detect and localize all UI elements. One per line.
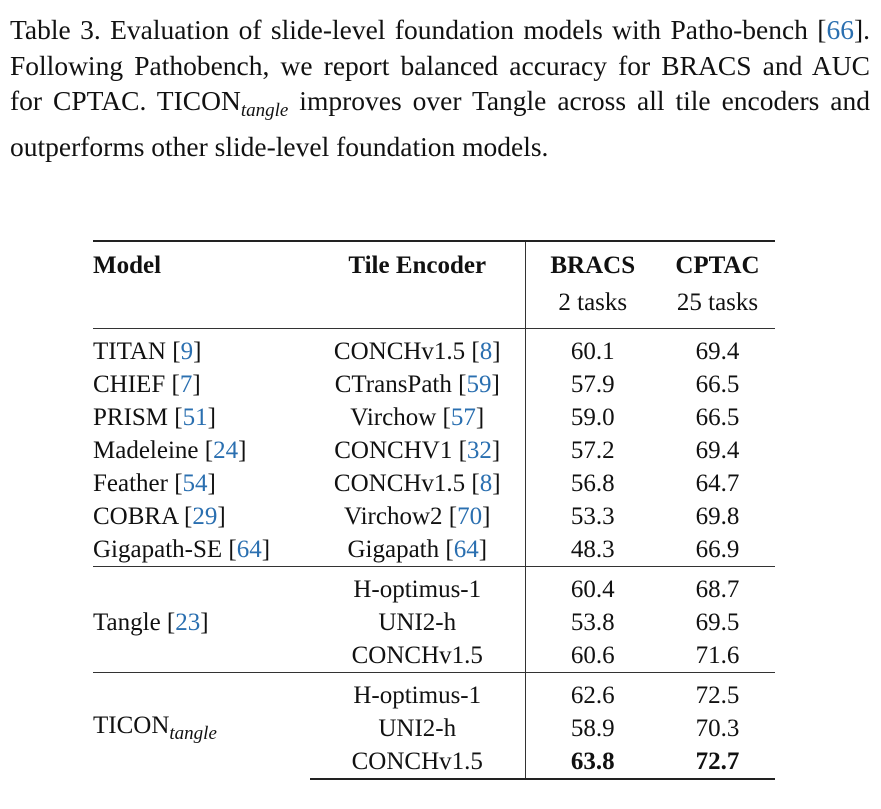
cell-text: CTransPath [334,371,452,398]
cptac-value: 66.5 [695,371,740,398]
cell-text: Gigapath [347,536,440,563]
header-row [93,241,775,286]
cptac-value: 72.5 [660,673,775,713]
model-cell: PRISM [51] [93,404,216,431]
tile-encoder-cell [310,606,525,639]
tile-encoder-cell: CONCHv1.5 [8] [310,329,525,369]
cell-text: PRISM [93,404,169,431]
table-row [93,401,775,434]
bracs-value: 53.8 [570,609,615,636]
cell-text: UNI2-h [378,715,457,742]
table-row [93,368,775,401]
tile-encoder-cell [310,712,525,745]
tile-encoder-cell [310,639,525,673]
header-tile-encoder: Tile Encoder [310,241,525,286]
model-cell: Madeleine [24] [93,437,247,464]
cell-text: UNI2-h [378,609,457,636]
cell-text: H-optimus-1 [353,682,482,709]
bracs-value: 58.9 [570,715,615,742]
cell-text: Virchow2 [344,503,443,530]
cell-text: TICON [93,711,170,739]
bracs-value: 57.9 [570,371,615,398]
tile-encoder-cell [310,745,525,779]
tile-encoder-cell: Virchow [57] [310,401,525,434]
header-bracs: BRACS [525,241,660,286]
cptac-value: 64.7 [695,470,740,497]
table-row [93,533,775,567]
model-cell: CHIEF [7] [93,371,201,398]
bracs-value: 59.0 [570,404,615,431]
citation-link[interactable]: 8 [479,338,493,365]
header-model: Model [93,241,310,286]
tile-encoder-cell [310,673,525,713]
cptac-value: 69.5 [695,609,740,636]
cptac-value: 66.9 [695,536,740,563]
model-cell: Gigapath-SE [64] [93,536,271,563]
citation-link[interactable]: 51 [182,404,208,431]
bracs-value: 56.8 [570,470,615,497]
tile-encoder-cell: CONCHV1 [32] [310,434,525,467]
citation-link[interactable]: 57 [450,404,476,431]
cptac-value: 72.7 [660,745,775,779]
table-row [93,467,775,500]
model-cell: TITAN [9] [93,329,310,369]
cptac-value: 69.4 [660,329,775,369]
bracs-value: 63.8 [525,745,660,779]
bracs-tasks: 2 tasks [558,289,628,316]
bracs-value: 62.6 [525,673,660,713]
citation-link[interactable]: 54 [182,470,208,497]
subscript: tangle [169,722,217,744]
cptac-value: 69.8 [695,503,740,530]
cptac-value: 66.5 [695,404,740,431]
citation-link[interactable]: 23 [175,609,201,636]
cell-text: Tangle [93,609,161,636]
citation-link[interactable]: 7 [179,371,193,398]
header-cptac: CPTAC [660,241,775,286]
table-row [93,673,775,713]
cell-text: CONCHv1.5 [351,642,483,669]
citation-link[interactable]: 32 [466,437,492,464]
cptac-value: 70.3 [695,715,740,742]
bracs-value: 60.4 [525,567,660,607]
citation-link[interactable]: 70 [457,503,483,530]
table-row [93,329,775,369]
cell-text: CONCHv1.5 [333,470,466,497]
citation-link[interactable]: 8 [479,470,493,497]
table-row [93,500,775,533]
citation-link[interactable]: 59 [466,371,492,398]
cptac-value: 71.6 [695,642,740,669]
results-table [93,240,775,780]
citation-link[interactable]: 29 [192,503,218,530]
cell-text: CONCHv1.5 [351,748,483,775]
bracs-value: 48.3 [570,536,615,563]
tile-encoder-cell [310,567,525,607]
model-cell: Tangle [23] [93,567,310,673]
table-row [93,567,775,607]
tile-encoder-cell: Gigapath [64] [310,533,525,567]
cell-text: CONCHV1 [334,437,453,464]
cell-text: H-optimus-1 [353,576,482,603]
cell-text: CONCHv1.5 [333,338,466,365]
tile-encoder-cell: Virchow2 [70] [310,500,525,533]
cell-text: Feather [93,470,168,497]
table-caption: Table 3. Evaluation of slide-level foundation models with Patho-bench [66]. Following Pathobench, we report balanced accuracy for BRACS and AUC for CPTAC. $TICON_{tangle}$ improves over Tangle across all tile encoders and outperforms other slide-level foundation models. [10,14,870,162]
tile-encoder-cell: CONCHv1.5 [8] [310,467,525,500]
model-cell: Feather [54] [93,470,216,497]
citation-link[interactable]: 64 [453,536,479,563]
cell-text: CHIEF [93,371,166,398]
bracs-value: 60.1 [525,329,660,369]
citation-link[interactable]: 9 [180,338,194,365]
citation-link[interactable]: 66 [826,14,854,45]
cptac-value: 68.7 [660,567,775,607]
citation-link[interactable]: 24 [213,437,239,464]
bracs-value: 60.6 [570,642,615,669]
tile-encoder-cell: CTransPath [59] [310,368,525,401]
header-subrow [93,286,775,329]
cell-text: Virchow [350,404,437,431]
cell-text: Madeleine [93,437,199,464]
bracs-value: 53.3 [570,503,615,530]
cell-text: Gigapath-SE [93,536,223,563]
cptac-tasks: 25 tasks [676,289,759,316]
bracs-value: 57.2 [570,437,615,464]
model-cell: COBRA [29] [93,503,226,530]
cptac-value: 69.4 [695,437,740,464]
cell-text: COBRA [93,503,178,530]
cell-text: TITAN [93,338,166,365]
table-row [93,434,775,467]
citation-link[interactable]: 64 [236,536,262,563]
model-cell [93,673,310,780]
